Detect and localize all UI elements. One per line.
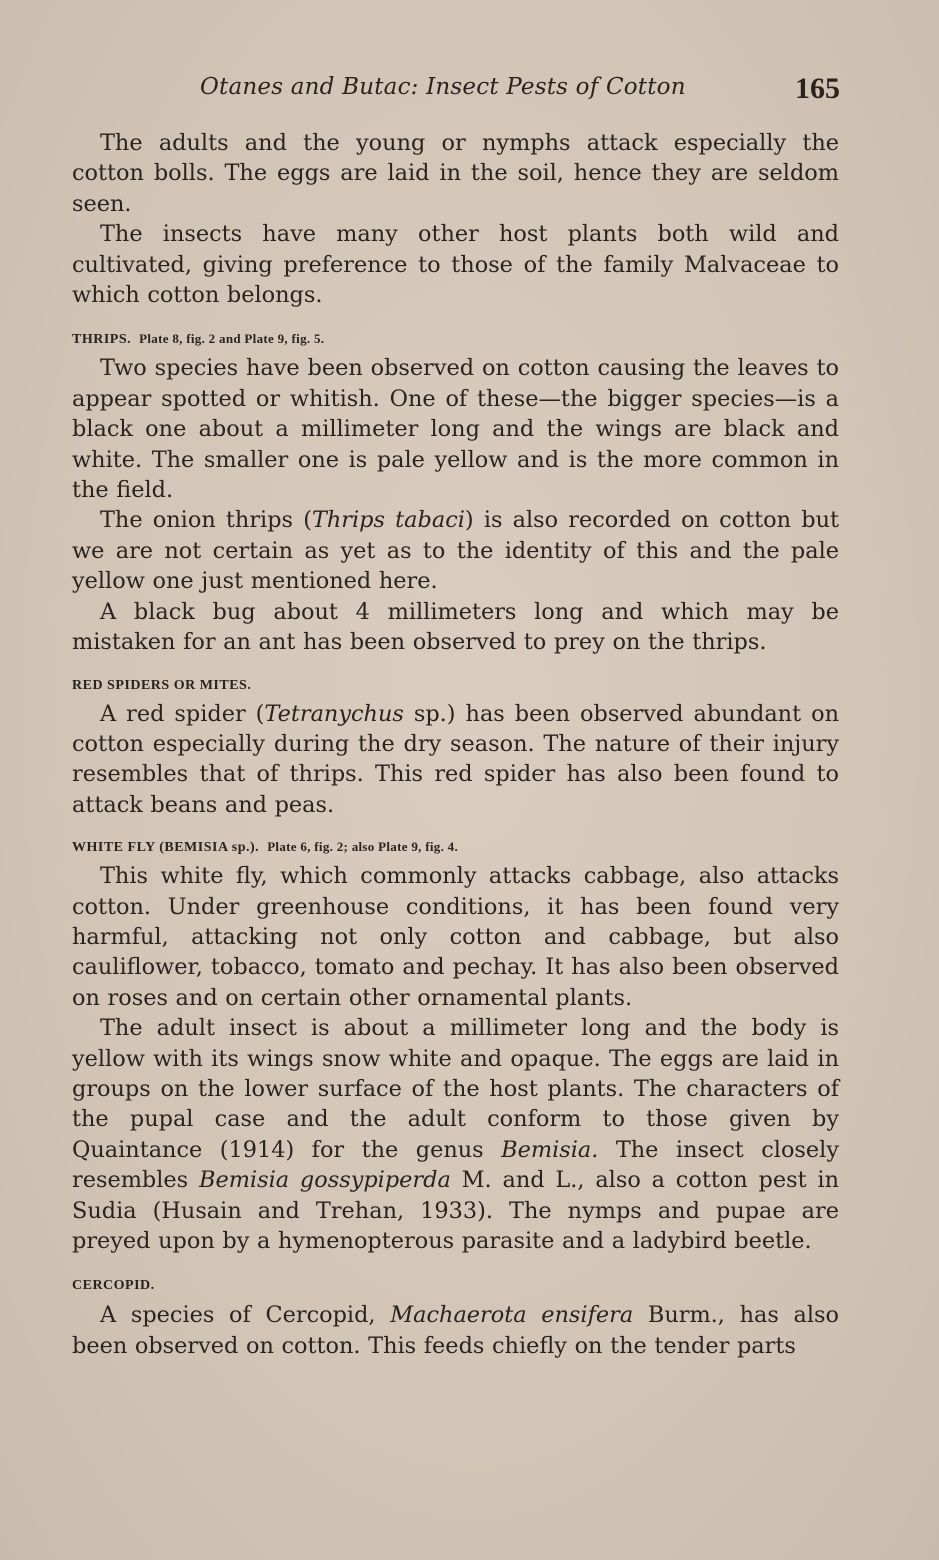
section-heading-title: RED SPIDERS OR MITES. <box>72 677 252 693</box>
paragraph: A black bug about 4 millimeters long and which may be mistaken for an ant has been observed to prey on the thrips. <box>72 598 839 656</box>
scientific-name: Bemisia gossypiperda <box>198 1167 451 1194</box>
running-title: Otanes and Butac: Insect Pests of Cotton <box>200 74 686 100</box>
paragraph: Two species have been observed on cotton causing the leaves to appear spotted or whitish. One of these—the bigger species—is a black one about a millimeter long and the wings are black and white. The smaller one is pale yellow and is the more common in the field. <box>72 355 839 504</box>
section-heading-white-fly <box>72 838 839 857</box>
paragraph: The adults and the young or nymphs attack especially the cotton bolls. The eggs are laid in the soil, hence they are seldom seen. <box>72 130 839 217</box>
section-heading-title: WHITE FLY (BEMISIA sp.). <box>72 840 260 856</box>
plate-reference: Plate 6, fig. 2; also Plate 9, fig. 4. <box>267 839 459 855</box>
section-heading-title: THRIPS. <box>72 332 132 348</box>
scientific-name: Bemisia. <box>501 1136 599 1163</box>
plate-reference: Plate 8, fig. 2 and Plate 9, fig. 5. <box>139 331 325 347</box>
section-heading-cercopid <box>72 1277 839 1295</box>
paragraph: The onion thrips (Thrips tabaci) is also recorded on cotton but we are not certain as yet as to the identity of this and the pale yellow one just mentioned here. <box>72 507 839 595</box>
section-heading-thrips <box>72 330 839 349</box>
scientific-name: Machaerota ensifera <box>390 1302 634 1329</box>
section-heading-red-spiders <box>72 677 839 695</box>
paragraph: A red spider (Tetranychus sp.) has been observed abundant on cotton especially during the dry season. The nature of their injury resembles that of thrips. This red spider has also been found to attack beans and peas. <box>72 700 839 818</box>
section-heading-title: CERCOPID. <box>72 1278 155 1294</box>
paragraph: A species of Cercopid, Machaerota ensifera Burm., has also been observed on cotton. This feeds chiefly on the tender parts <box>72 1302 840 1359</box>
scientific-name: Tetranychus <box>264 700 404 727</box>
page-header <box>200 68 840 108</box>
page-number: 165 <box>795 72 840 105</box>
paragraph: The adult insect is about a millimeter long and the body is yellow with its wings snow white and opaque. The eggs are laid in groups on the lower surface of the host plants. The characters of the pupal case and the adult conform to those given by Quaintance (1914) for the genus Bemisia. The insect closely resembles Bemisia gossypiperda M. and L., also a cotton pest in Sudia (Husain and Trehan, 1933). The nymps and pupae are preyed upon by a hymenopterous parasite and a ladybird beetle. <box>72 1015 840 1254</box>
paragraph: The insects have many other host plants both wild and cultivated, giving preference to those of the family Malvaceae to which cotton belongs. <box>72 221 839 309</box>
scientific-name: Thrips tabaci <box>311 507 465 534</box>
paragraph: This white fly, which commonly attacks cabbage, also attacks cotton. Under greenhouse conditions, it has been found very harmful, attacking not only cotton and cabbage, but also cauliflower, tobacco, tomato and pechay. It has also been observed on roses and on certain other ornamental plants. <box>72 863 839 1011</box>
page-body <box>72 128 839 1361</box>
